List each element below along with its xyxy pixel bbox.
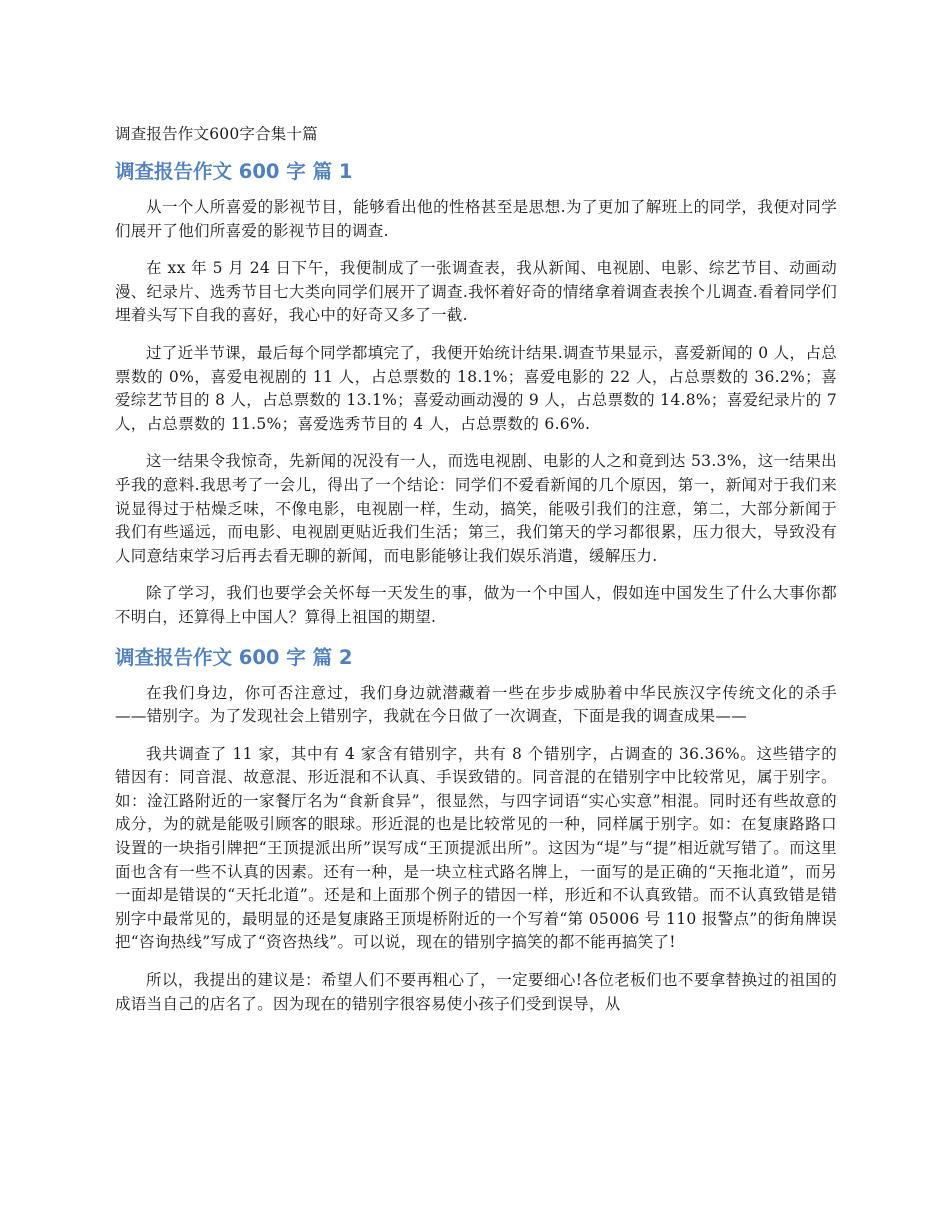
paragraph: 过了近半节课，最后每个同学都填完了，我便开始统计结果.调查节果显示，喜爱新闻的 0 人，占总票数的 0%，喜爱电视剧的 11 人，占总票数的 18.1%；喜爱电影的 22 人，占总票数的 36.2%；喜爱综艺节目的 8 人，占总票数的 13.1%；喜爱动画动漫的 9 人，占总票数的 14.8%；喜爱纪录片的 7 人，占总票数的 11.5%；喜爱选秀节目的 4 人，占总票数的 6.6%.: [115, 343, 837, 433]
paragraph: 在我们身边，你可否注意过，我们身边就潜藏着一些在步步威胁着中华民族汉字传统文化的杀手——错别字。为了发现社会上错别字，我就在今日做了一次调查，下面是我的调查成果——: [115, 683, 837, 726]
document-page: [115, 122, 837, 1030]
section-2: [115, 644, 837, 1017]
paragraph: 除了学习，我们也要学会关怀每一天发生的事，做为一个中国人，假如连中国发生了什么大事你都不明白，还算得上中国人？算得上祖国的期望.: [115, 584, 837, 626]
section-heading: 调查报告作文 600 字 篇 1: [115, 160, 353, 183]
document-title: 调查报告作文600字合集十篇: [115, 125, 318, 143]
paragraph: 所以，我提出的建议是：希望人们不要再粗心了，一定要细心!各位老板们也不要拿替换过的祖国的成语当自己的店名了。因为现在的错别字很容易使小孩子们受到误导，从: [115, 971, 837, 1013]
paragraph: 在 xx 年 5 月 24 日下午，我便制成了一张调查表，我从新闻、电视剧、电影、综艺节目、动画动漫、纪录片、选秀节目七大类向同学们展开了调查.我怀着好奇的情绪拿着调查表挨个儿调查.看着同学们埋着头写下自我的喜好，我心中的好奇又多了一截.: [115, 259, 837, 325]
paragraph: 从一个人所喜爱的影视节目，能够看出他的性格甚至是思想.为了更加了解班上的同学，我便对同学们展开了他们所喜爱的影视节目的调查.: [115, 198, 837, 240]
paragraph: 这一结果令我惊奇，先新闻的况没有一人，而选电视剧、电影的人之和竟到达 53.3%，这一结果出乎我的意料.我思考了一会儿，得出了一个结论：同学们不爱看新闻的几个原因，第一，新闻对于我们来说显得过于枯燥乏味，不像电影，电视剧一样，生动，搞笑，能吸引我们的注意，第二，大部分新闻于我们有些遥远，而电影、电视剧更贴近我们生活；第三，我们第天的学习都很累，压力很大，导致没有人同意结束学习后再去看无聊的新闻，而电影能够让我们娱乐消遣，缓解压力.: [115, 452, 837, 565]
section-1: [115, 158, 837, 630]
section-heading: 调查报告作文 600 字 篇 2: [115, 645, 353, 669]
paragraph: 我共调查了 11 家，其中有 4 家含有错别字，共有 8 个错别字，占调查的 36.36%。这些错字的错因有：同音混、故意混、形近混和不认真、手误致错的。同音混的在错别字中比较常见，属于别字。如：淦江路附近的一家餐厅名为“食新食异”，很显然，与四字词语“实心实意”相混。同时还有些故意的成分，为的就是能吸引顾客的眼球。形近混的也是比较常见的一种，同样属于别字。如：在复康路路口设置的一块指引牌把“王顶提派出所”误写成“王顶提派出所”。这因为“堤”与“提”相近就写错了。而这里面也含有一些不认真的因素。还有一种，是一块立柱式路名牌上，一面写的是正确的“天拖北道”，而另一面却是错误的“天托北道”。还是和上面那个例子的错因一样，形近和不认真致错。而不认真致错是错别字中最常见的，最明显的还是复康路王顶堤桥附近的一个写着“第 05006 号 110 报警点”的街角牌误把“咨询热线”写成了“资咨热线”。可以说，现在的错别字搞笑的都不能再搞笑了!: [115, 744, 837, 952]
